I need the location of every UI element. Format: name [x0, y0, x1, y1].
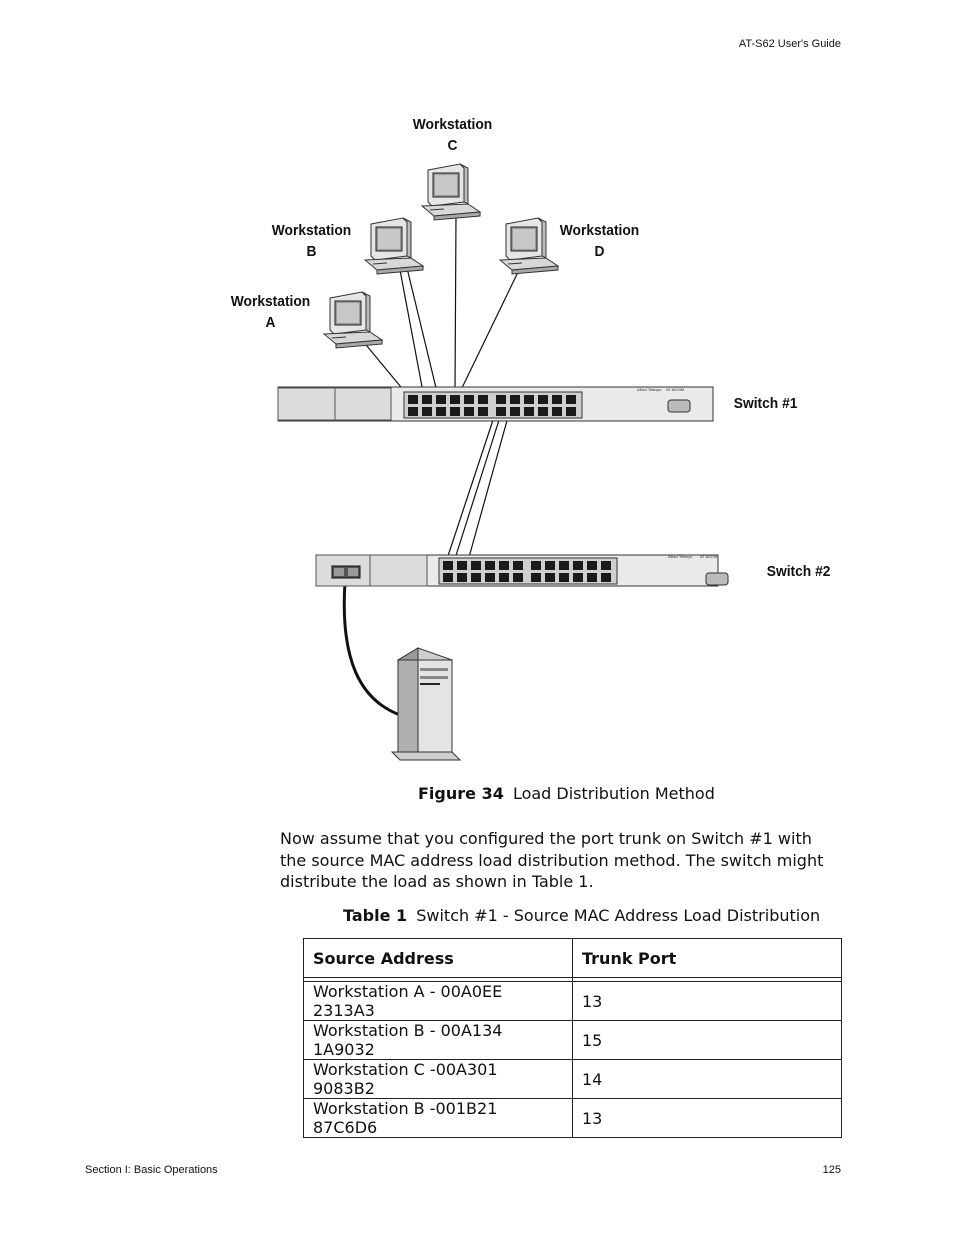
- switch-port: [485, 573, 495, 582]
- column-header: Trunk Port: [573, 939, 842, 978]
- switch-port: [552, 395, 562, 404]
- table-cell: Workstation C -00A301 9083B2: [304, 1060, 573, 1099]
- table-cell: 13: [573, 1099, 842, 1138]
- switch-port: [499, 561, 509, 570]
- switch-port: [524, 395, 534, 404]
- switch-port: [496, 407, 506, 416]
- figure-label: Figure 34: [418, 784, 504, 803]
- figure-caption-text: Load Distribution Method: [512, 784, 715, 803]
- switch-port: [496, 395, 506, 404]
- switch-port: [601, 573, 611, 582]
- switch-2-label: Switch #2: [766, 563, 831, 580]
- page-number: 125: [822, 1164, 841, 1176]
- switch-port: [457, 561, 467, 570]
- table-cell: 15: [573, 1021, 842, 1060]
- table-row: [304, 1099, 842, 1138]
- workstation-b-label: Workstation B: [271, 222, 352, 260]
- switch-port: [538, 395, 548, 404]
- table-cell: Workstation B - 00A134 1A9032: [304, 1021, 573, 1060]
- load-distribution-table: [303, 938, 842, 1138]
- switch-port: [478, 395, 488, 404]
- switch-port: [450, 407, 460, 416]
- switch-port: [573, 573, 583, 582]
- switch-port: [573, 561, 583, 570]
- switch-port: [464, 395, 474, 404]
- switch-port: [531, 561, 541, 570]
- table-title-text: Switch #1 - Source MAC Address Load Distribution: [416, 906, 821, 925]
- table-label: Table 1: [343, 906, 408, 925]
- trunk-cable-2: [452, 417, 500, 568]
- switch-1-label: Switch #1: [733, 395, 798, 412]
- footer-section: Section I: Basic Operations: [85, 1164, 218, 1176]
- switch-port: [559, 561, 569, 570]
- table-cell: Workstation A - 00A0EE 2313A3: [304, 982, 573, 1021]
- server-cable: [344, 582, 400, 715]
- switch-port: [450, 395, 460, 404]
- switch-2-icon: [316, 554, 728, 586]
- switch-port: [471, 573, 481, 582]
- workstation-c-icon: [422, 164, 480, 220]
- workstation-c-label: Workstation C: [412, 116, 493, 154]
- switch-port: [436, 407, 446, 416]
- switch-port: [545, 573, 555, 582]
- switch-port: [552, 407, 562, 416]
- table-cell: 13: [573, 982, 842, 1021]
- cable-a: [362, 340, 405, 392]
- running-header: AT-S62 User's Guide: [738, 38, 841, 50]
- table-header-row: [304, 939, 842, 978]
- cable-c: [455, 215, 456, 392]
- switch-port: [478, 407, 488, 416]
- body-paragraph: Now assume that you configured the port trunk on Switch #1 with the source MAC address load distribution method. The switch might distribute the load as shown in Table 1.: [280, 829, 824, 891]
- switch-port: [443, 573, 453, 582]
- switch-port: [566, 407, 576, 416]
- switch-port: [513, 561, 523, 570]
- workstation-d-label: Workstation D: [559, 222, 640, 260]
- switch-port: [436, 395, 446, 404]
- switch-port: [457, 573, 467, 582]
- switch-port: [510, 407, 520, 416]
- switch-port: [485, 561, 495, 570]
- switch-port: [601, 561, 611, 570]
- table-row: [304, 982, 842, 1021]
- table-cell: Workstation B -001B21 87C6D6: [304, 1099, 573, 1138]
- switch-port: [408, 395, 418, 404]
- switch-2-model: AT-8024M: [700, 554, 719, 559]
- switch-port: [587, 573, 597, 582]
- switch-port: [443, 561, 453, 570]
- table-caption: [343, 906, 820, 925]
- table-row: [304, 1060, 842, 1099]
- server-icon: [392, 648, 460, 760]
- switch-port: [587, 561, 597, 570]
- switch-port: [513, 573, 523, 582]
- switch-port: [499, 573, 509, 582]
- switch-port: [545, 561, 555, 570]
- table-cell: 14: [573, 1060, 842, 1099]
- switch-port: [464, 407, 474, 416]
- workstation-d-icon: [500, 218, 558, 274]
- switch-port: [566, 395, 576, 404]
- switch-port: [524, 407, 534, 416]
- switch-port: [510, 395, 520, 404]
- switch-port: [422, 395, 432, 404]
- figure-caption: [418, 784, 715, 803]
- table-row: [304, 1021, 842, 1060]
- switch-port: [559, 573, 569, 582]
- switch-port: [471, 561, 481, 570]
- workstation-b-icon: [365, 218, 423, 274]
- switch-1-brand: Allied Telesyn: [637, 387, 662, 392]
- switch-1-model: AT-8024M: [666, 387, 685, 392]
- workstation-a-icon: [324, 292, 382, 348]
- switch-port: [408, 407, 418, 416]
- cable-d: [460, 268, 520, 392]
- column-header: Source Address: [304, 939, 573, 978]
- switch-1-icon: [278, 387, 713, 421]
- switch-port: [538, 407, 548, 416]
- switch-port: [531, 573, 541, 582]
- switch-port: [422, 407, 432, 416]
- switch-2-brand: Allied Telesyn: [668, 554, 693, 559]
- workstation-a-label: Workstation A: [230, 293, 311, 331]
